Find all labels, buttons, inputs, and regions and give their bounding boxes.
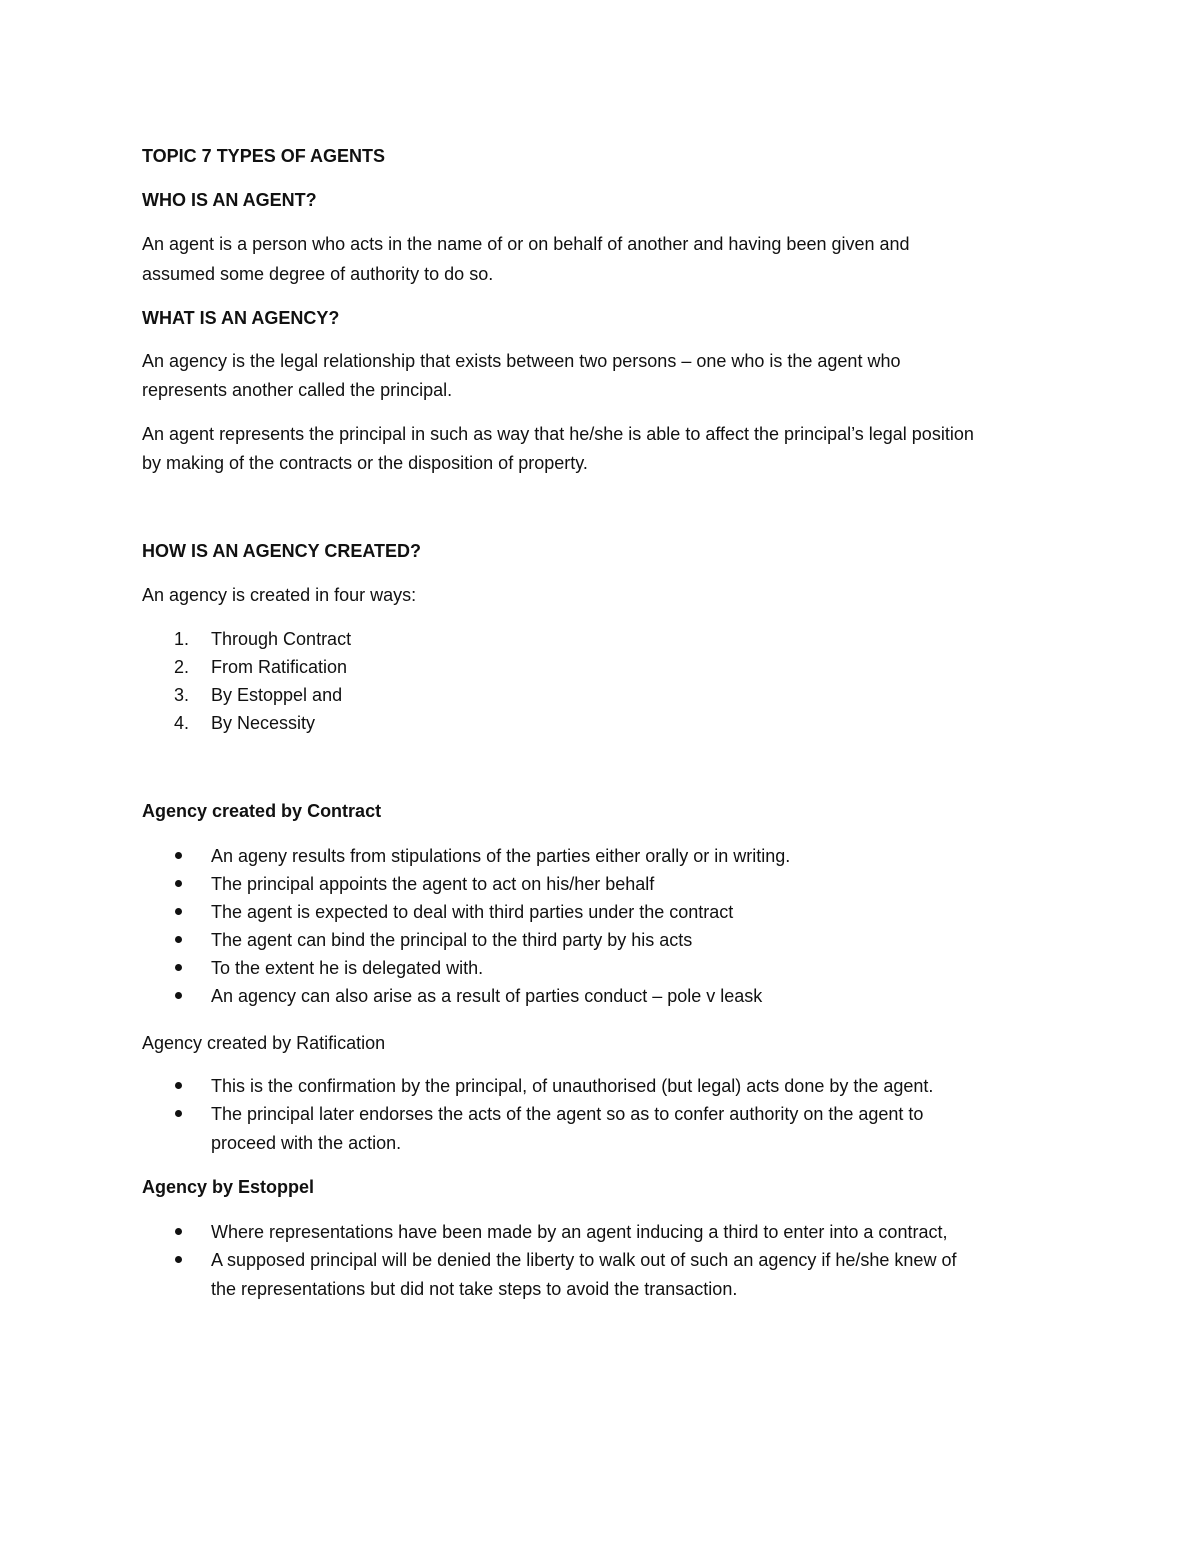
list-item: By Necessity xyxy=(211,713,316,733)
list-item: An ageny results from stipulations of the parties either orally or in writing. xyxy=(211,846,791,866)
paragraph-line: An agency is the legal relationship that exists between two persons – one who is the agent who xyxy=(142,351,901,371)
list-item-continuation: the representations but did not take steps to avoid the transaction. xyxy=(211,1279,738,1299)
paragraph-line: An agent represents the principal in such as way that he/she is able to affect the principal’s legal position xyxy=(142,424,974,444)
list-item: The principal appoints the agent to act on his/her behalf xyxy=(211,874,655,894)
paragraph-line: by making of the contracts or the disposition of property. xyxy=(142,453,588,473)
list-item: An agency can also arise as a result of parties conduct – pole v leask xyxy=(211,986,763,1006)
bullet-icon xyxy=(175,1110,182,1117)
bullet-icon xyxy=(175,1082,182,1089)
list-number: 2. xyxy=(174,657,190,677)
bullet-icon xyxy=(175,852,182,859)
list-number: 3. xyxy=(174,685,190,705)
list-item: A supposed principal will be denied the liberty to walk out of such an agency if he/she knew of xyxy=(211,1250,957,1270)
list-item: The agent can bind the principal to the third party by his acts xyxy=(211,930,693,950)
list-item-continuation: proceed with the action. xyxy=(211,1133,402,1153)
list-item: From Ratification xyxy=(211,657,348,677)
heading-agency-by-contract: Agency created by Contract xyxy=(142,801,382,821)
bullet-icon xyxy=(175,1228,182,1235)
bullet-icon xyxy=(175,936,182,943)
heading-agency-by-estoppel: Agency by Estoppel xyxy=(142,1177,315,1197)
list-item: By Estoppel and xyxy=(211,685,343,705)
paragraph-line: An agency is created in four ways: xyxy=(142,585,417,605)
heading-agency-by-ratification: Agency created by Ratification xyxy=(142,1033,386,1053)
list-item: Where representations have been made by an agent inducing a third to enter into a contract, xyxy=(211,1222,948,1242)
bullet-icon xyxy=(175,964,182,971)
list-item: The agent is expected to deal with third parties under the contract xyxy=(211,902,734,922)
heading-what-is-agency: WHAT IS AN AGENCY? xyxy=(142,308,340,328)
list-item: The principal later endorses the acts of the agent so as to confer authority on the agent to xyxy=(211,1104,924,1124)
paragraph-line: represents another called the principal. xyxy=(142,380,453,400)
list-item: This is the confirmation by the principal, of unauthorised (but legal) acts done by the agent. xyxy=(211,1076,934,1096)
list-item: To the extent he is delegated with. xyxy=(211,958,484,978)
page-title: TOPIC 7 TYPES OF AGENTS xyxy=(142,146,386,166)
bullet-icon xyxy=(175,992,182,999)
list-item: Through Contract xyxy=(211,629,352,649)
list-number: 4. xyxy=(174,713,190,733)
list-number: 1. xyxy=(174,629,190,649)
bullet-icon xyxy=(175,880,182,887)
heading-who-is-agent: WHO IS AN AGENT? xyxy=(142,190,317,210)
bullet-icon xyxy=(175,908,182,915)
paragraph-line: assumed some degree of authority to do so. xyxy=(142,264,494,284)
bullet-icon xyxy=(175,1256,182,1263)
paragraph-line: An agent is a person who acts in the name of or on behalf of another and having been given and xyxy=(142,234,910,254)
heading-how-agency-created: HOW IS AN AGENCY CREATED? xyxy=(142,541,422,561)
